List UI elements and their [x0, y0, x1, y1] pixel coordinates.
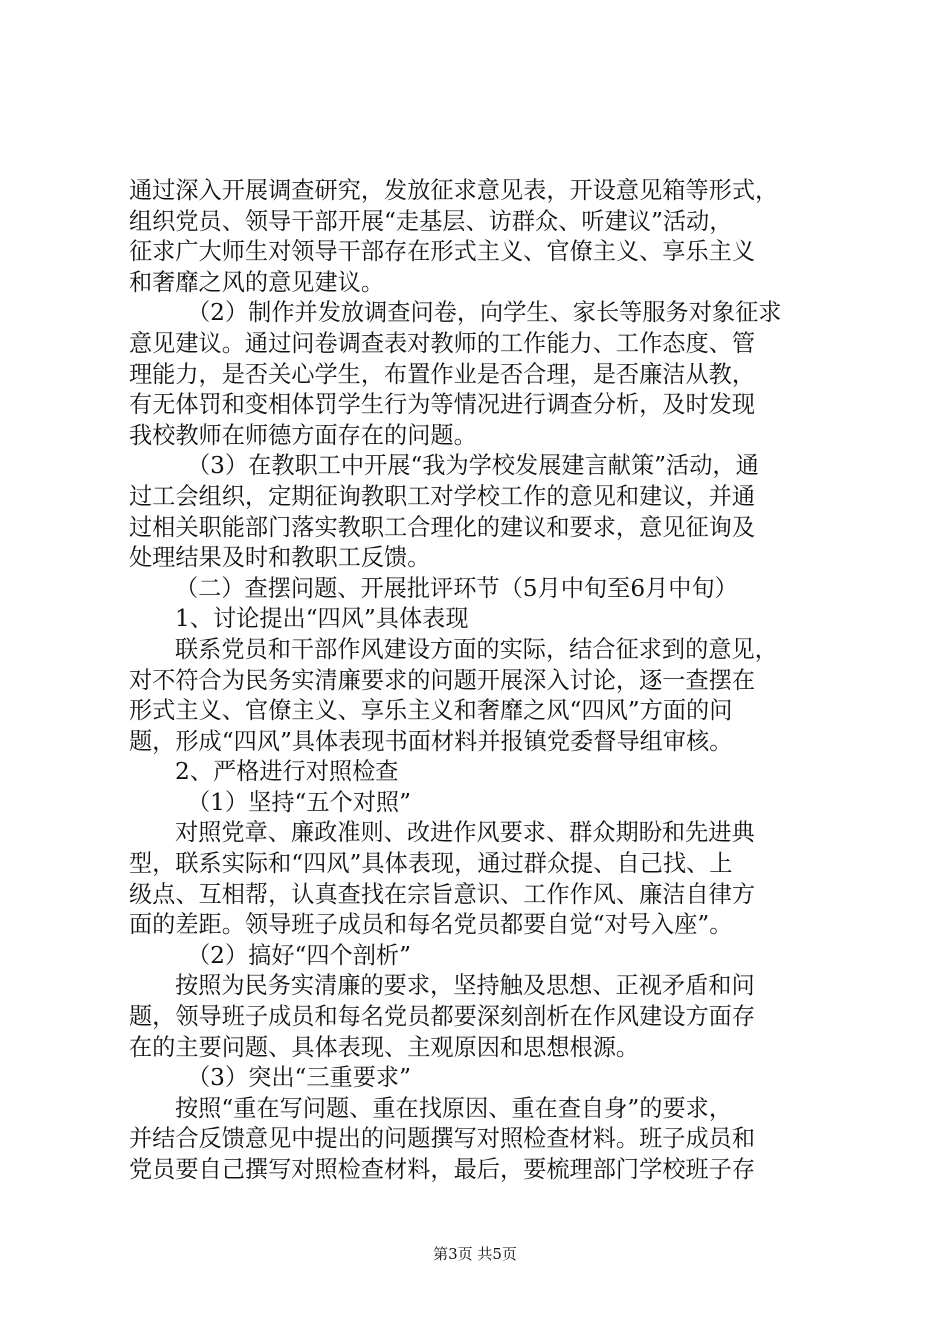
item-heading: （2）搞好“四个剖析”: [187, 941, 411, 969]
text-line: 对不符合为民务实清廉要求的问题开展深入讨论，逐一查摆在: [129, 666, 756, 694]
text-line: 在的主要问题、具体表现、主观原因和思想根源。: [129, 1033, 640, 1061]
text-line: 级点、互相帮，认真查找在宗旨意识、工作作风、廉洁自律方: [129, 880, 756, 908]
text-line: 题，形成“四风”具体表现书面材料并报镇党委督导组审核。: [129, 727, 733, 755]
text-line: （3）在教职工中开展“我为学校发展建言献策”活动，通: [187, 452, 759, 480]
text-line: 形式主义、官僚主义、享乐主义和奢靡之风“四风”方面的问: [129, 697, 733, 725]
text-line: 按照为民务实清廉的要求，坚持触及思想、正视矛盾和问: [175, 972, 755, 1000]
text-line: 对照党章、廉政准则、改进作风要求、群众期盼和先进典: [175, 819, 755, 847]
section-heading: （二）查摆问题、开展批评环节（5月中旬至6月中旬）: [175, 574, 738, 602]
item-heading: （1）坚持“五个对照”: [187, 788, 411, 816]
item-heading: （3）突出“三重要求”: [187, 1064, 411, 1092]
document-body: [129, 176, 829, 1186]
text-line: 我校教师在师德方面存在的问题。: [129, 421, 477, 449]
text-line: 题，领导班子成员和每名党员都要深刻剖析在作风建设方面存: [129, 1003, 756, 1031]
text-line: 理能力，是否关心学生，布置作业是否合理，是否廉洁从教，: [129, 360, 756, 388]
text-line: 过相关职能部门落实教职工合理化的建议和要求，意见征询及: [129, 513, 756, 541]
text-line: 通过深入开展调查研究，发放征求意见表，开设意见箱等形式，: [129, 177, 779, 204]
subsection-heading: 1、讨论提出“四风”具体表现: [175, 605, 469, 633]
text-line: （2）制作并发放调查问卷，向学生、家长等服务对象征求: [187, 299, 782, 327]
text-line: 并结合反馈意见中提出的问题撰写对照检查材料。班子成员和: [129, 1125, 756, 1153]
subsection-heading: 2、严格进行对照检查: [175, 758, 399, 786]
text-line: 联系党员和干部作风建设方面的实际，结合征求到的意见，: [175, 635, 778, 663]
text-line: 过工会组织，定期征询教职工对学校工作的意见和建议，并通: [129, 482, 756, 510]
text-line: 和奢靡之风的意见建议。: [129, 268, 385, 296]
text-line: 组织党员、领导干部开展“走基层、访群众、听建议”活动，: [129, 207, 733, 235]
text-line: 党员要自己撰写对照检查材料，最后，要梳理部门学校班子存: [129, 1156, 756, 1183]
text-line: 处理结果及时和教职工反馈。: [129, 544, 431, 572]
text-line: 征求广大师生对领导干部存在形式主义、官僚主义、享乐主义: [129, 238, 756, 266]
text-line: 按照“重在写问题、重在找原因、重在查自身”的要求，: [175, 1094, 733, 1122]
text-line: 面的差距。领导班子成员和每名党员都要自觉“对号入座”。: [129, 911, 733, 939]
page-footer: [0, 1244, 950, 1264]
text-line: 有无体罚和变相体罚学生行为等情况进行调查分析，及时发现: [129, 391, 756, 419]
text-line: 意见建议。通过问卷调查表对教师的工作能力、工作态度、管: [129, 329, 756, 357]
page-number: 第3页 共5页: [433, 1245, 517, 1263]
text-line: 型，联系实际和“四风”具体表现，通过群众提、自己找、上: [129, 850, 733, 878]
